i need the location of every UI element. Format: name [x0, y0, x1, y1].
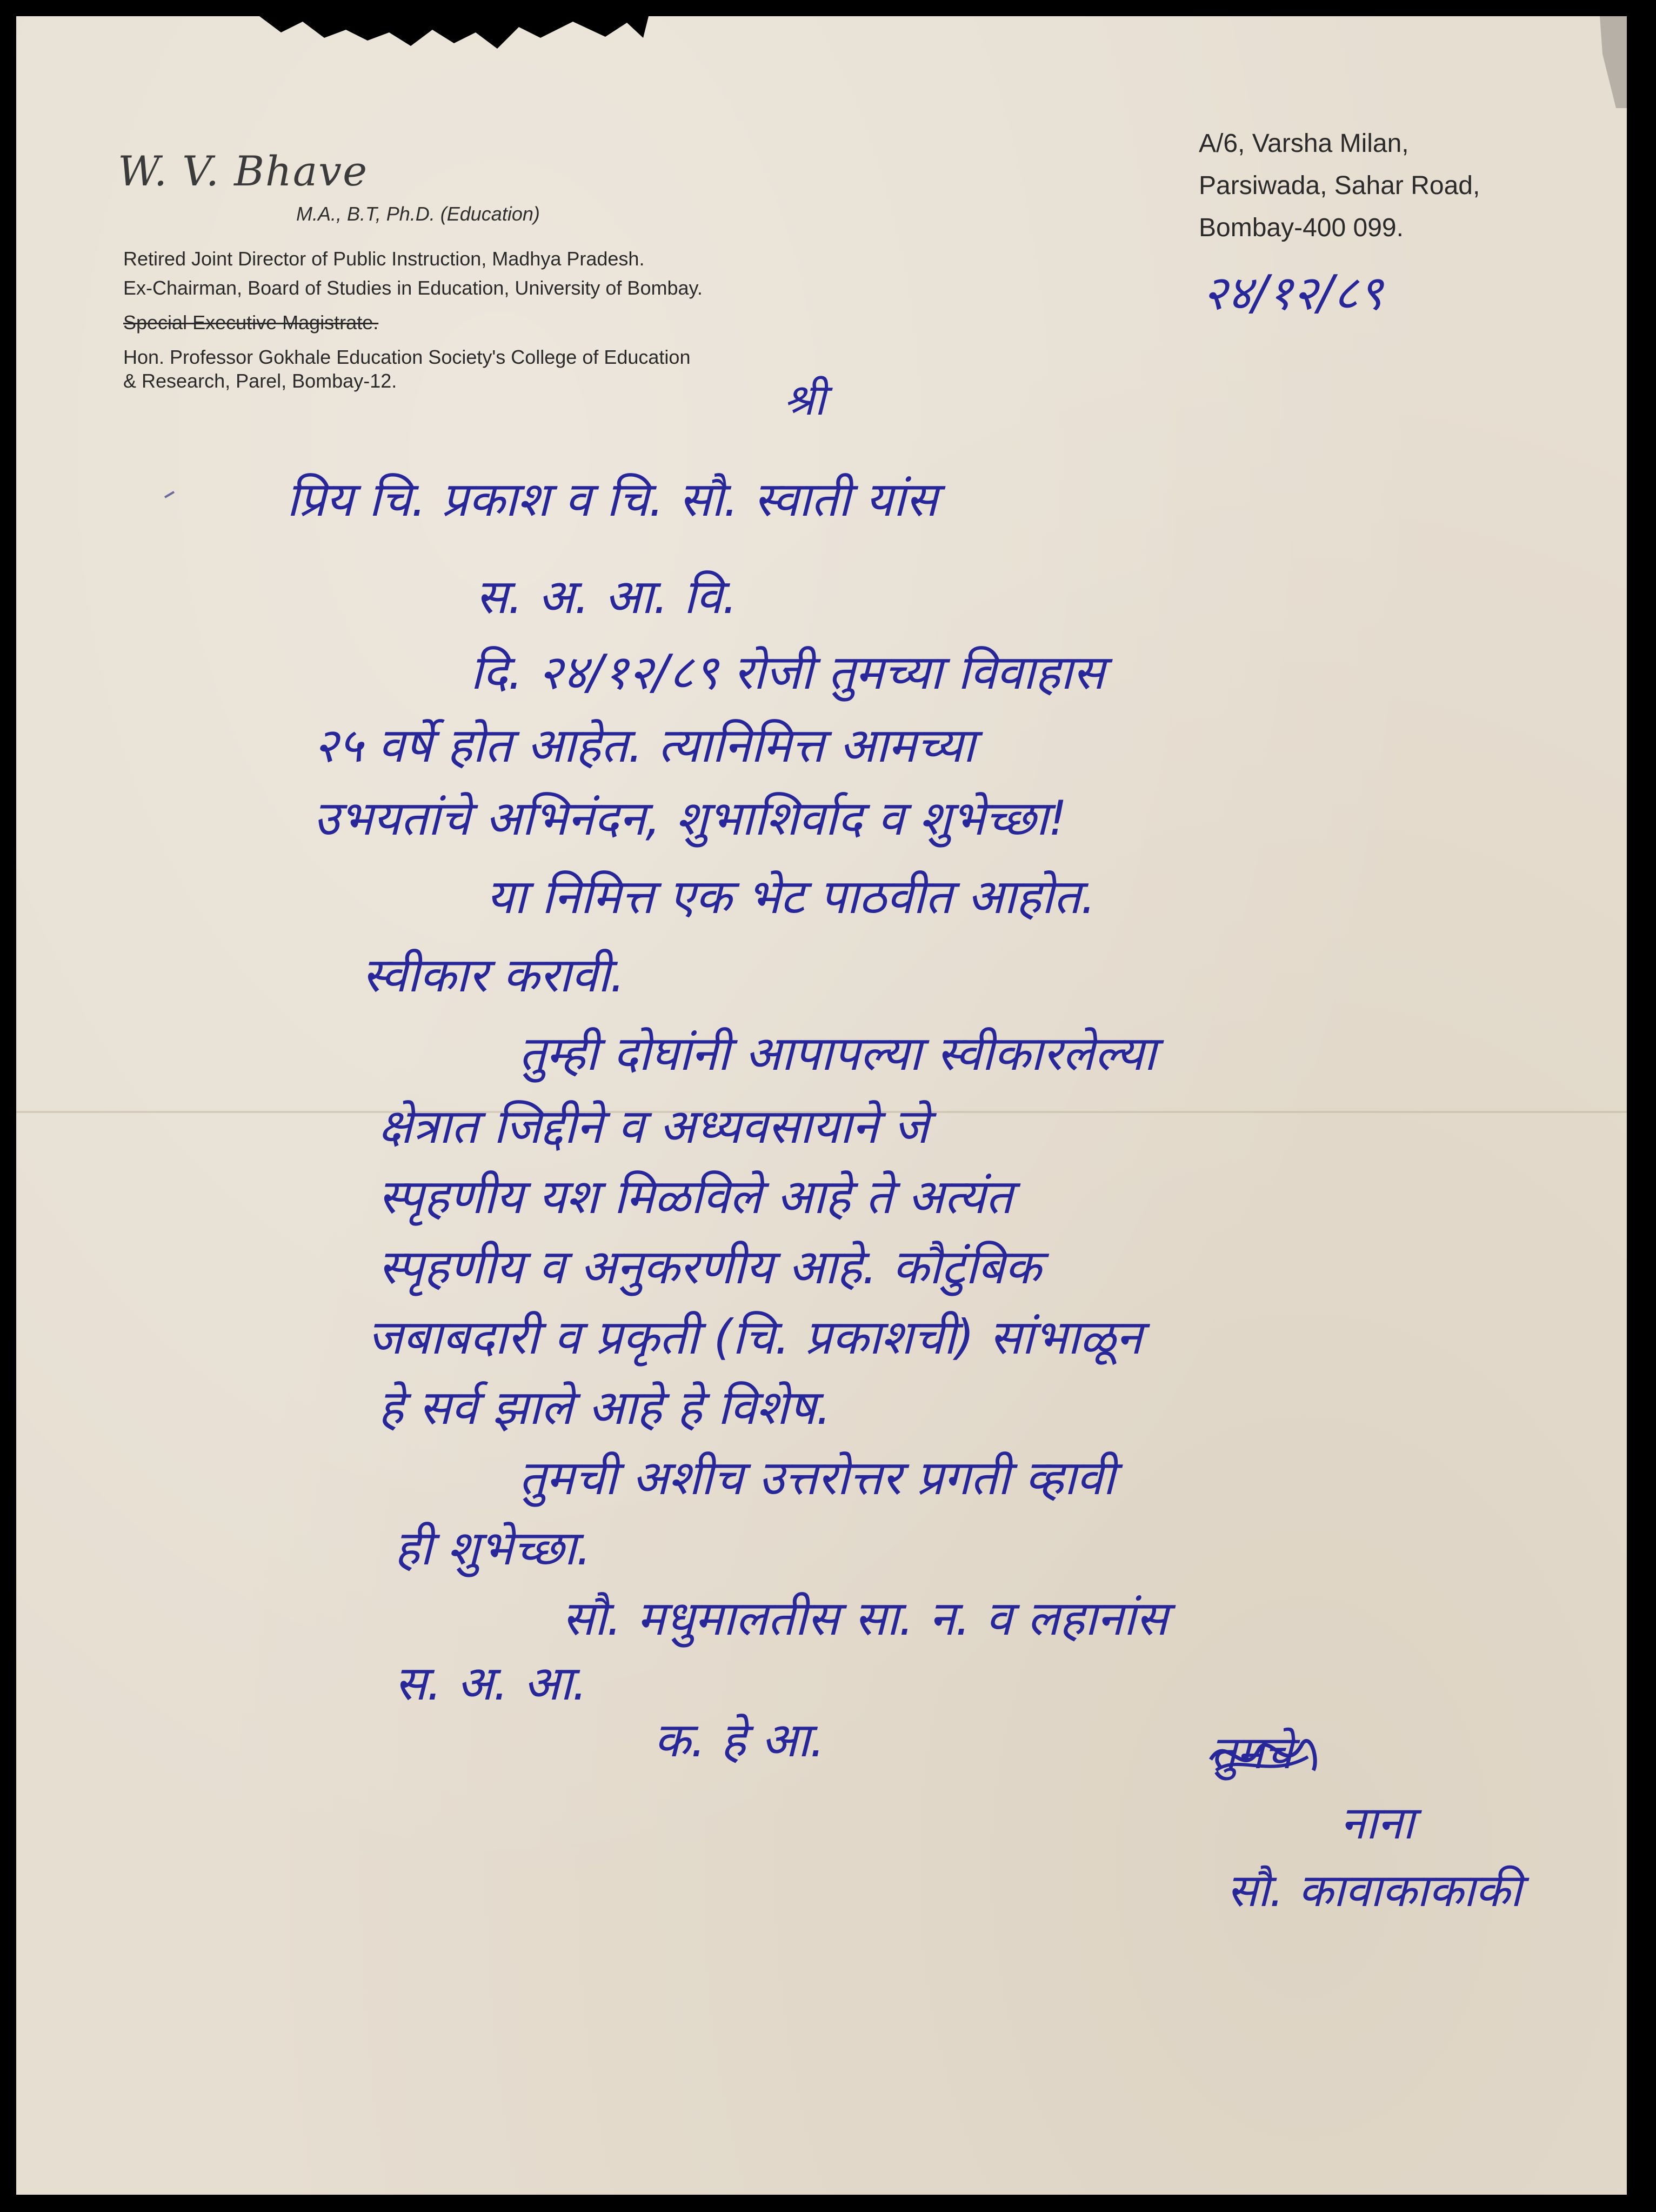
- body-line-13: ही शुभेच्छा.: [395, 1520, 592, 1576]
- body-line-15: स. अ. आ.: [395, 1655, 587, 1711]
- body-line-16: क. हे आ.: [654, 1712, 825, 1768]
- body-line-7: क्षेत्रात जिद्दीने व अध्यवसायाने जे: [378, 1098, 929, 1154]
- body-line-5: स्वीकार करावी.: [362, 947, 625, 1003]
- body-line-1: दि. २४/१२/८९ रोजी तुमच्या विवाहास: [470, 644, 1105, 700]
- letterhead-name: W. V. Bhave: [118, 147, 369, 195]
- body-line-10: जबाबदारी व प्रकृती (चि. प्रकाशची) सांभाळून: [368, 1309, 1143, 1365]
- body-line-2: २५ वर्षे होत आहेत. त्यानिमित्त आमच्या: [313, 717, 976, 773]
- letterhead-line-2: Ex-Chairman, Board of Studies in Education, University of Bombay.: [123, 277, 703, 299]
- signature-scribble: [1205, 1727, 1324, 1787]
- body-line-3: उभयतांचे अभिनंदन, शुभाशिर्वाद व शुभेच्छा!: [313, 790, 1067, 846]
- salutation: प्रिय चि. प्रकाश व चि. सौ. स्वाती यांस: [286, 471, 938, 527]
- invocation: श्री: [784, 375, 826, 425]
- body-line-14: सौ. मधुमालतीस सा. न. व लहानांस: [562, 1590, 1168, 1646]
- ink-mark: [162, 487, 178, 503]
- body-line-4: या निमित्त एक भेट पाठवीत आहोत.: [486, 869, 1096, 924]
- address-line-1: A/6, Varsha Milan,: [1199, 129, 1409, 158]
- body-line-11: हे सर्व झाले आहे हे विशेष.: [378, 1380, 831, 1435]
- body-line-8: स्पृहणीय यश मिळविले आहे ते अत्यंत: [378, 1169, 1013, 1224]
- signature-cosigner: सौ. कावाकाकाकी: [1227, 1864, 1522, 1917]
- body-line-9: स्पृहणीय व अनुकरणीय आहे. कौटुंबिक: [378, 1239, 1041, 1295]
- signature-closing: तुमचे: [1211, 1726, 1293, 1779]
- letterhead-line-3: Special Executive Magistrate.: [123, 311, 379, 334]
- letter-date: २४/१२/८९: [1203, 265, 1383, 321]
- letterhead-line-5: & Research, Parel, Bombay-12.: [123, 370, 397, 392]
- body-line-12: तुमची अशीच उत्तरोत्तर प्रगती व्हावी: [519, 1450, 1115, 1505]
- body-line-6: तुम्ही दोघांनी आपापल्या स्वीकारलेल्या: [519, 1025, 1156, 1081]
- signature-name: नाना: [1340, 1796, 1414, 1849]
- address-line-3: Bombay-400 099.: [1199, 214, 1404, 242]
- letterhead-line-4: Hon. Professor Gokhale Education Society's College of Education: [123, 346, 691, 368]
- greeting-abbrev: स. अ. आ. वि.: [476, 569, 738, 624]
- letterhead-degrees: M.A., B.T, Ph.D. (Education): [296, 203, 540, 225]
- torn-edge: [0, 0, 1656, 108]
- address-line-2: Parsiwada, Sahar Road,: [1199, 171, 1480, 200]
- letterhead-line-1: Retired Joint Director of Public Instruction, Madhya Pradesh.: [123, 248, 645, 270]
